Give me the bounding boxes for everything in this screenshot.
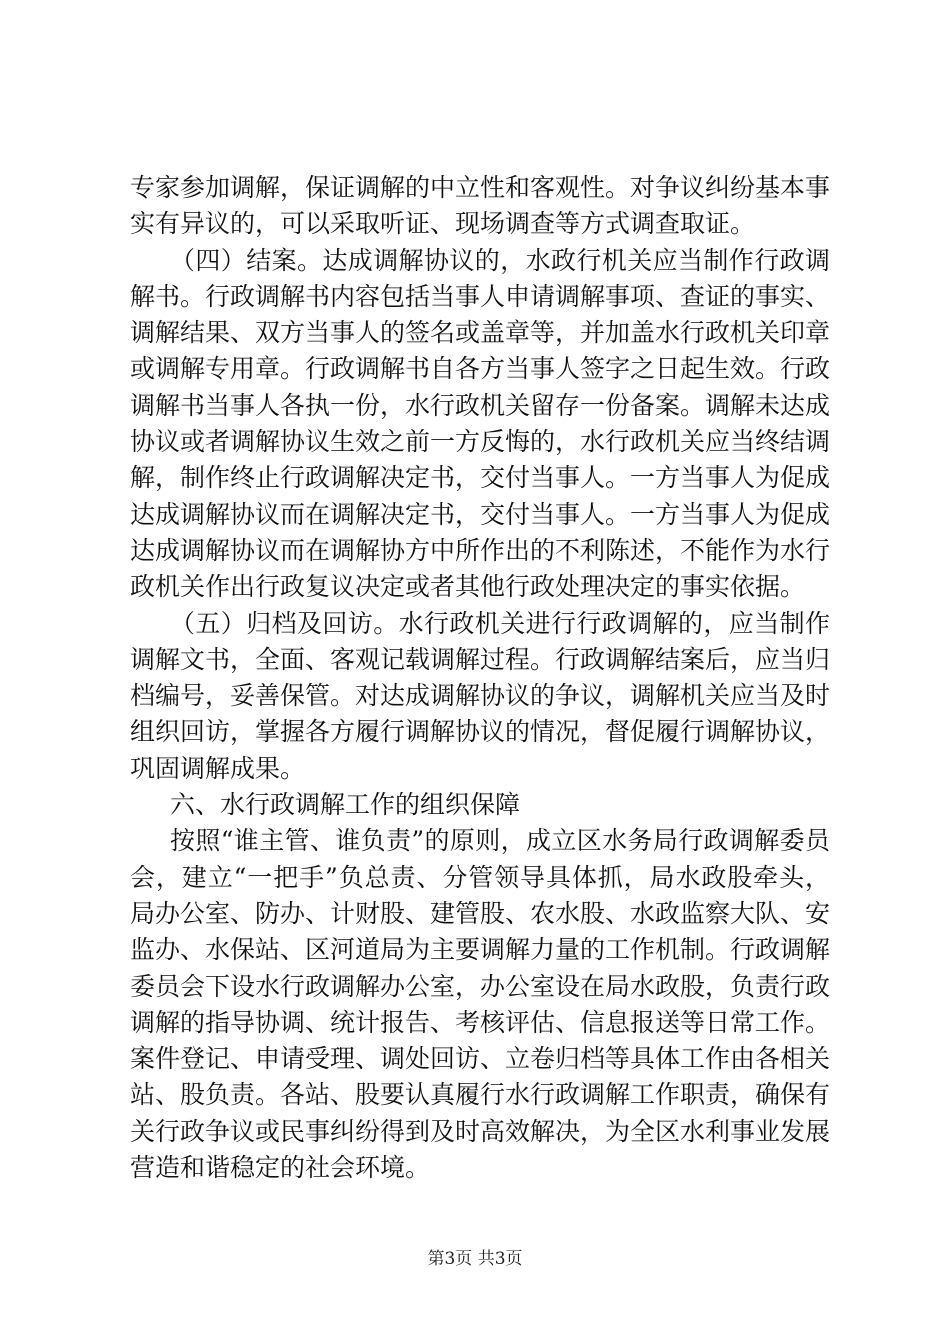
- paragraph-continuation: 专家参加调解，保证调解的中立性和客观性。对争议纠纷基本事实有异议的，可以采取听证、现场调查等方式调查取证。: [130, 173, 831, 239]
- paragraph-archiving: （五）归档及回访。水行政机关进行行政调解的，应当制作调解文书，全面、客观记载调解过程。行政调解结案后，应当归档编号，妥善保管。对达成调解协议的争议，调解机关应当及时组织回访，掌握各方履行调解协议的情况，督促履行调解协议，巩固调解成果。: [130, 608, 831, 783]
- page-number-footer: 第3页 共3页: [427, 1249, 523, 1269]
- paragraph-organization: 按照“谁主管、谁负责”的原则，成立区水务局行政调解委员会，建立“一把手”负总责、分管领导具体抓，局水政股牵头，局办公室、防办、计财股、建管股、农水股、水政监察大队、安监办、水保站、区河道局为主要调解力量的工作机制。行政调解委员会下设水行政调解办公室，办公室设在局水政股，负责行政调解的指导协调、统计报告、考核评估、信息报送等日常工作。案件登记、申请受理、调处回访、立卷归档等具体工作由各相关站、股负责。各站、股要认真履行水行政调解工作职责，确保有关行政争议或民事纠纷得到及时高效解决，为全区水利事业发展营造和谐稳定的社会环境。: [130, 826, 831, 1183]
- paragraph-closing-case: （四）结案。达成调解协议的，水政行机关应当制作行政调解书。行政调解书内容包括当事人申请调解事项、查证的事实、调解结果、双方当事人的签名或盖章等，并加盖水行政机关印章或调解专用章。行政调解书自各方当事人签字之日起生效。行政调解书当事人各执一份，水行政机关留存一份备案。调解未达成协议或者调解协议生效之前一方反悔的，水行政机关应当终结调解，制作终止行政调解决定书，交付当事人。一方当事人为促成达成调解协议而在调解决定书，交付当事人。一方当事人为促成达成调解协议而在调解协方中所作出的不利陈述，不能作为水行政机关作出行政复议决定或者其他行政处理决定的事实依据。: [130, 245, 831, 602]
- document-body: [130, 170, 830, 1186]
- section-heading: 六、水行政调解工作的组织保障: [170, 790, 521, 820]
